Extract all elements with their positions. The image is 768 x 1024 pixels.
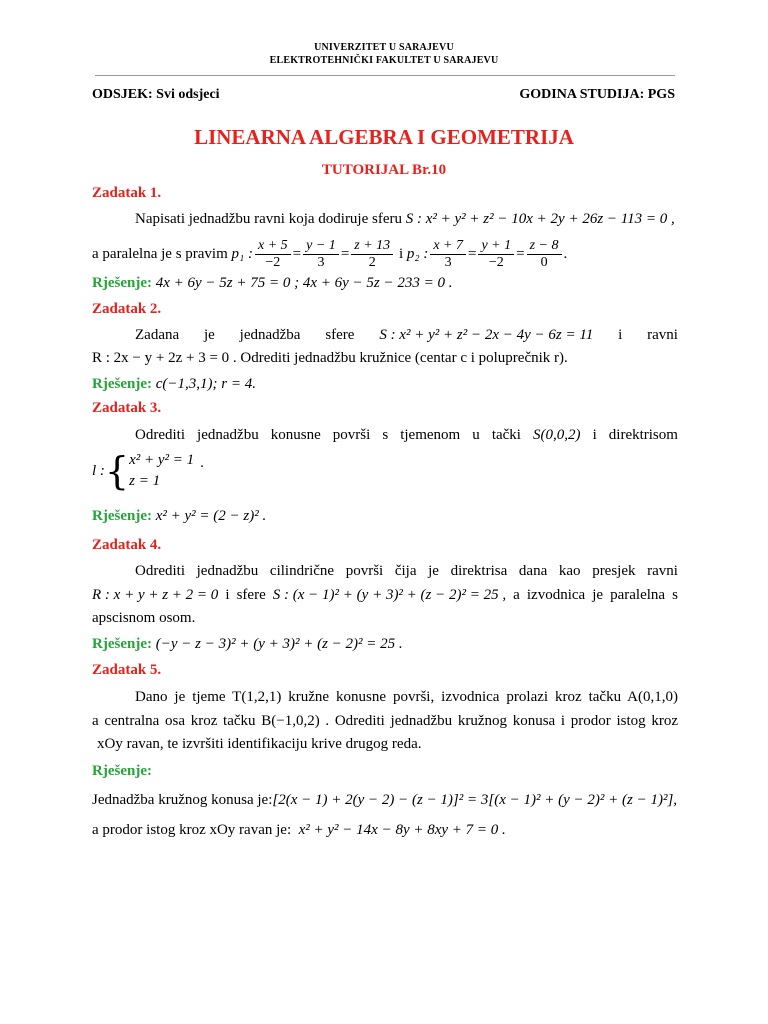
task-1-p1-fraction-y: $\frac{y - 1}{3}$ <box>303 238 339 271</box>
page-subtitle: TUTORIJAL Br.10 <box>321 162 447 178</box>
task-4-line-1: Odrediti jednadžbu cilindrične površi čija je direktrisa dana kao presjek ravni <box>135 563 678 579</box>
task-3-vertex: S(0,0,2) <box>533 427 581 443</box>
task-5-prodor-equation: x² + y² − 14x − 8y + 8xy + 7 = 0 . <box>298 822 506 838</box>
department-label: ODSJEK: Svi odsjeci <box>92 87 220 102</box>
task-4-sphere-equation: S : (x − 1)² + (y + 3)² + (z − 2)² = 25 , <box>272 587 507 603</box>
task-3-system-equations: x² + y² = 1 z = 1 <box>129 452 195 489</box>
task-5-cone-text: Jednadžba kružnog konusa je: <box>92 792 273 808</box>
task-1-p1-fraction-z: $\frac{z + 13}{2}$ <box>351 238 393 271</box>
task-5-solution-label: Rješenje: <box>92 763 152 779</box>
task-2-solution <box>92 376 256 393</box>
task-1-p2-fraction-y: $\frac{y + 1}{-2}$ <box>478 238 514 271</box>
left-brace-icon: { <box>104 449 130 493</box>
solution-label: Rješenje: <box>92 636 152 652</box>
task-2-solution-value: c(−1,3,1); r = 4. <box>155 376 256 392</box>
task-1-solution-value: 4x + 6y − 5z + 75 = 0 ; 4x + 6y − 5z − 233 = 0 . <box>155 275 453 291</box>
page-title: LINEARNA ALGEBRA I GEOMETRIJA <box>194 125 574 149</box>
header-divider <box>95 75 675 76</box>
solution-label: Rješenje: <box>92 508 152 524</box>
faculty-name: ELEKTROTEHNIČKI FAKULTET U SARAJEVU <box>269 55 499 66</box>
task-5-prodor-line <box>92 822 506 839</box>
solution-label: Rješenje: <box>92 376 152 392</box>
task-1-p1-label: p₁ : <box>231 245 253 262</box>
university-name: UNIVERZITET U SARAJEVU <box>314 42 454 53</box>
task-5-line-2: a centralna osa kroz tačku B(−1,0,2) . Odrediti jednadžbu kružnog konusa i prodor istog kroz <box>92 713 678 729</box>
task-1-heading: Zadatak 1. <box>92 185 162 201</box>
task-5-cone-equation-line <box>92 792 677 809</box>
task-2-sphere-equation: S : x² + y² + z² − 2x − 4y − 6z = 11 <box>379 327 594 343</box>
solution-label: Rješenje: <box>92 275 152 291</box>
task-3-system: l : { x² + y² = 1 z = 1 . <box>92 449 204 493</box>
task-3-directrix-label: l : <box>92 462 105 479</box>
task-1-sphere-equation: S : x² + y² + z² − 10x + 2y + 26z − 113 = 0 , <box>405 211 675 227</box>
task-1-p2-fraction-z: $\frac{z - 8}{0}$ <box>527 238 562 271</box>
task-4-line-3: apscisnom osom. <box>92 610 196 626</box>
task-5-line-1: Dano je tjeme T(1,2,1) kružne konusne površi, izvodnica prolazi kroz tačku A(0,1,0) <box>135 689 678 705</box>
task-4-solution <box>92 636 403 653</box>
task-5-line-3: xOy ravan, te izvršiti identifikaciju krive drugog reda. <box>97 736 422 752</box>
task-4-solution-value: (−y − z − 3)² + (y + 3)² + (z − 2)² = 25 . <box>155 636 403 652</box>
task-5-heading: Zadatak 5. <box>92 662 162 678</box>
task-1-solution <box>92 275 453 292</box>
task-3-heading: Zadatak 3. <box>92 400 162 416</box>
task-1-parallel-text: a paralelna je s pravim <box>92 245 228 262</box>
task-2-heading: Zadatak 2. <box>92 301 162 317</box>
task-3-solution <box>92 508 266 525</box>
task-4-line-2: R : x + y + z + 2 = 0 i sfere S : (x − 1)² + (y + 3)² + (z − 2)² = 25 , a izvodnica je paralelna s <box>92 587 678 603</box>
task-1-intro: Napisati jednadžbu ravni koja dodiruje sferu <box>135 211 402 227</box>
task-1-p2-fraction-x: $\frac{x + 7}{3}$ <box>430 238 466 271</box>
task-3-solution-value: x² + y² = (2 − z)² . <box>155 508 267 524</box>
task-1-text <box>135 211 675 228</box>
task-1-conjunction: i <box>398 245 404 262</box>
task-4-heading: Zadatak 4. <box>92 537 162 553</box>
study-year-label: GODINA STUDIJA: PGS <box>519 87 675 102</box>
task-1-p1-fraction-x: $\frac{x + 5}{-2}$ <box>255 238 291 271</box>
task-2-line-2: R : 2x − y + 2z + 3 = 0 . Odrediti jednadžbu kružnice (centar c i poluprečnik r). <box>92 350 568 366</box>
task-1-p2-label: p₂ : <box>406 245 429 262</box>
task-5-prodor-text: a prodor istog kroz xOy ravan je: <box>92 822 292 838</box>
task-3-line-1: Odrediti jednadžbu konusne površi s tjemenom u tački S(0,0,2) i direktrisom <box>135 427 678 443</box>
task-4-plane-equation: R : x + y + z + 2 = 0 <box>92 587 219 603</box>
task-5-cone-equation: [2(x − 1) + 2(y − 2) − (z − 1)]² = 3[(x − 1)² + (y − 2)² + (z − 1)²], <box>272 792 678 808</box>
task-2-line-1: Zadana je jednadžba sfere S : x² + y² + z² − 2x − 4y − 6z = 11 i ravni <box>135 327 678 343</box>
task-1-lines: a paralelna je s pravim p₁ : $\frac{x + 5}{-2}$ = $\frac{y - 1}{3}$ = $\frac{z + 13}{2}$ i p₂ : $\frac{x + 7}{3}$ = $\frac{y + 1}{-2}$ = $\frac{z - 8}{0}$ . <box>92 237 568 270</box>
